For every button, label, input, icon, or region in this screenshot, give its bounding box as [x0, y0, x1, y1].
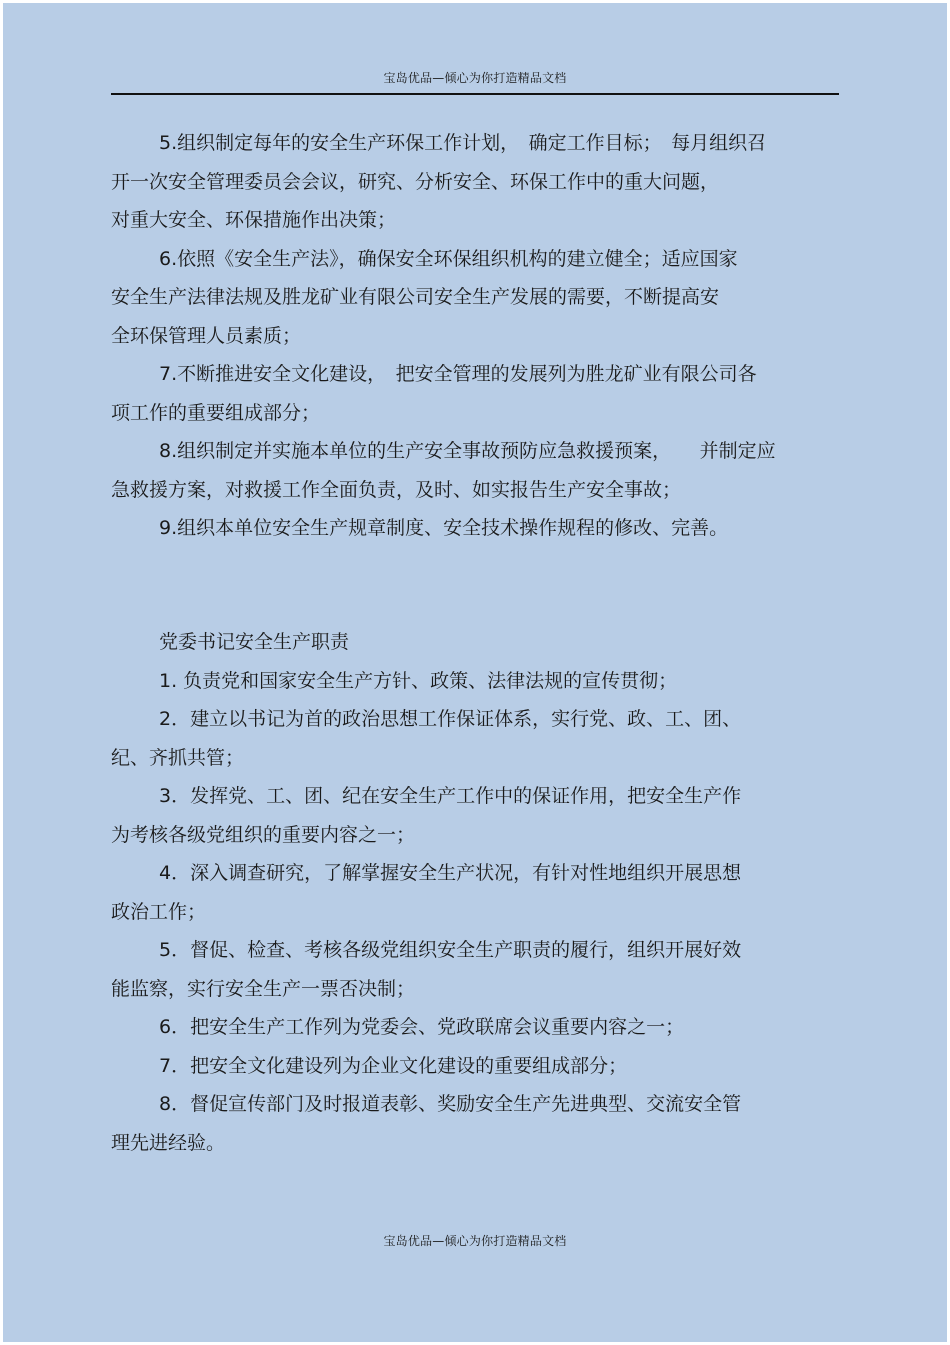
paragraph-line: 5．督促、检查、考核各级党组织安全生产职责的履行，组织开展好效	[159, 939, 742, 961]
paragraph-line: 5.组织制定每年的安全生产环保工作计划， 确定工作目标； 每月组织召	[159, 132, 767, 154]
paragraph-line: 7.不断推进安全文化建设， 把安全管理的发展列为胜龙矿业有限公司各	[159, 363, 757, 385]
document-page	[3, 3, 947, 1342]
page-header: 宝岛优品—倾心为你打造精品文档	[383, 71, 567, 85]
paragraph-line: 开一次安全管理委员会会议，研究、分析安全、环保工作中的重大问题，	[111, 170, 720, 193]
paragraph-line: 1. 负责党和国家安全生产方针、政策、法律法规的宣传贯彻；	[159, 669, 678, 692]
paragraph-line: 理先进经验。	[111, 1131, 226, 1154]
section-title: 党委书记安全生产职责	[159, 631, 350, 653]
header-rule	[111, 93, 839, 95]
section-gm-duties	[111, 124, 839, 548]
paragraph-line: 项工作的重要组成部分；	[111, 401, 321, 424]
paragraph-line: 急救援方案，对救援工作全面负责，及时、如实报告生产安全事故；	[111, 478, 682, 501]
paragraph-line: 纪、齐抓共管；	[111, 746, 245, 769]
paragraph-line: 能监察，实行安全生产一票否决制；	[111, 977, 416, 1000]
paragraph-line: 安全生产法律法规及胜龙矿业有限公司安全生产发展的需要，不断提高安	[111, 286, 720, 308]
paragraph-line: 6.依照《安全生产法》，确保安全环保组织机构的建立健全；适应国家	[159, 247, 738, 270]
paragraph-line: 为考核各级党组织的重要内容之一；	[111, 823, 416, 846]
paragraph-line: 对重大安全、环保措施作出决策；	[111, 209, 397, 231]
paragraph-line: 3．发挥党、工、团、纪在安全生产工作中的保证作用，把安全生产作	[159, 785, 742, 807]
paragraph-line: 8．督促宣传部门及时报道表彰、奖励安全生产先进典型、交流安全管	[159, 1093, 742, 1115]
paragraph-line: 4．深入调查研究，了解掌握安全生产状况，有针对性地组织开展思想	[159, 862, 742, 884]
paragraph-line: 6．把安全生产工作列为党委会、党政联席会议重要内容之一；	[159, 1016, 685, 1038]
page-footer: 宝岛优品—倾心为你打造精品文档	[383, 1234, 567, 1248]
section-party-secretary-duties	[111, 623, 839, 1162]
paragraph-line: 2．建立以书记为首的政治思想工作保证体系，实行党、政、工、团、	[159, 708, 742, 730]
paragraph-line: 9.组织本单位安全生产规章制度、安全技术操作规程的修改、完善。	[159, 517, 729, 539]
paragraph-line: 7．把安全文化建设列为企业文化建设的重要组成部分；	[159, 1054, 628, 1077]
paragraph-line: 政治工作；	[111, 900, 207, 923]
paragraph-line: 全环保管理人员素质；	[111, 324, 302, 347]
paragraph-line: 8.组织制定并实施本单位的生产安全事故预防应急救援预案， 并制定应	[159, 440, 776, 462]
